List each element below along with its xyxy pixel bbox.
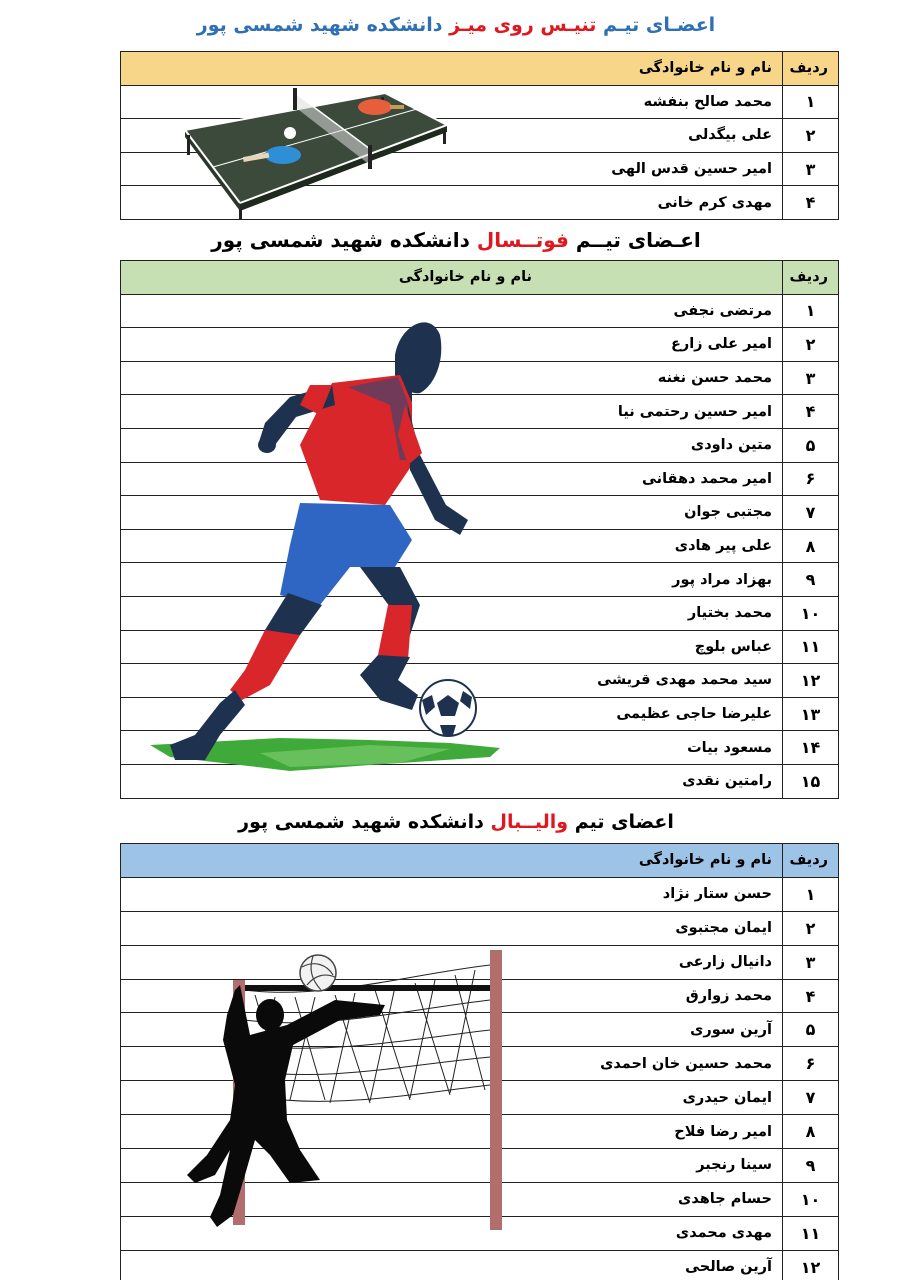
table-row bbox=[121, 186, 839, 220]
member-name: سید محمد مهدی قریشی bbox=[121, 664, 783, 698]
row-number: ۶ bbox=[783, 1047, 839, 1081]
table-row bbox=[121, 85, 839, 119]
table-row bbox=[121, 119, 839, 153]
futsal-title-suffix: دانشکده شهید شمسی پور bbox=[211, 228, 470, 252]
member-name: علی پیر هادی bbox=[121, 529, 783, 563]
member-name: محمد حسن نغنه bbox=[121, 361, 783, 395]
row-number: ۵ bbox=[783, 428, 839, 462]
header-full-name: نام و نام خانوادگی bbox=[121, 844, 783, 878]
tennis-title-sport: تنیـس روی میـز bbox=[449, 14, 597, 36]
table-row bbox=[121, 1115, 839, 1149]
futsal-title-prefix: اعـضای تیــم bbox=[575, 228, 701, 252]
volleyball-title-suffix: دانشکده شهید شمسی پور bbox=[238, 811, 484, 833]
table-row bbox=[121, 630, 839, 664]
row-number: ۱۰ bbox=[783, 596, 839, 630]
futsal-title-sport: فوتــسال bbox=[476, 228, 569, 252]
table-row bbox=[121, 596, 839, 630]
row-number: ۱ bbox=[783, 294, 839, 328]
volleyball-title bbox=[0, 811, 912, 833]
table-row bbox=[121, 764, 839, 798]
header-full-name: نام و نام خانوادگی bbox=[121, 261, 783, 295]
member-name: سینا رنجبر bbox=[121, 1149, 783, 1183]
member-name: مسعود بیات bbox=[121, 731, 783, 765]
table-row bbox=[121, 428, 839, 462]
table-row bbox=[121, 152, 839, 186]
table-header-row bbox=[121, 52, 839, 86]
member-name: عباس بلوچ bbox=[121, 630, 783, 664]
table-row bbox=[121, 361, 839, 395]
header-row-number: ردیف bbox=[783, 52, 839, 86]
row-number: ۳ bbox=[783, 945, 839, 979]
row-number: ۱۱ bbox=[783, 630, 839, 664]
member-name: علی بیگدلی bbox=[121, 119, 783, 153]
row-number: ۷ bbox=[783, 496, 839, 530]
table-row bbox=[121, 1216, 839, 1250]
table-row bbox=[121, 1081, 839, 1115]
member-name: آرین سوری bbox=[121, 1013, 783, 1047]
member-name: مهدی کرم خانی bbox=[121, 186, 783, 220]
table-row bbox=[121, 1047, 839, 1081]
table-row bbox=[121, 529, 839, 563]
header-row-number: ردیف bbox=[783, 844, 839, 878]
table-row bbox=[121, 945, 839, 979]
row-number: ۹ bbox=[783, 1149, 839, 1183]
futsal-roster-table bbox=[120, 260, 839, 799]
tennis-title-suffix: دانشکده شهید شمسی پور bbox=[196, 14, 443, 36]
member-name: امیر حسین رحتمی نیا bbox=[121, 395, 783, 429]
table-row bbox=[121, 496, 839, 530]
tennis-title-prefix: اعضـای تیـم bbox=[603, 14, 716, 36]
row-number: ۷ bbox=[783, 1081, 839, 1115]
member-name: رامتین نقدی bbox=[121, 764, 783, 798]
volleyball-title-prefix: اعضای تیم bbox=[574, 811, 674, 833]
row-number: ۱۳ bbox=[783, 697, 839, 731]
member-name: آرین صالحی bbox=[121, 1250, 783, 1280]
table-row bbox=[121, 979, 839, 1013]
row-number: ۱۲ bbox=[783, 664, 839, 698]
volleyball-title-sport: والیــبال bbox=[490, 811, 569, 833]
header-full-name: نام و نام خانوادگی bbox=[121, 52, 783, 86]
table-row bbox=[121, 563, 839, 597]
member-name: مجتبی جوان bbox=[121, 496, 783, 530]
tennis-roster-table bbox=[120, 51, 839, 220]
futsal-title bbox=[0, 228, 912, 252]
member-name: مرتضی نجفی bbox=[121, 294, 783, 328]
member-name: امیر رضا فلاح bbox=[121, 1115, 783, 1149]
member-name: مهدی محمدی bbox=[121, 1216, 783, 1250]
member-name: ایمان مجتبوی bbox=[121, 911, 783, 945]
member-name: محمد صالح بنفشه bbox=[121, 85, 783, 119]
header-row-number: ردیف bbox=[783, 261, 839, 295]
table-row bbox=[121, 731, 839, 765]
table-row bbox=[121, 877, 839, 911]
member-name: دانیال زارعی bbox=[121, 945, 783, 979]
row-number: ۲ bbox=[783, 119, 839, 153]
table-row bbox=[121, 1149, 839, 1183]
row-number: ۵ bbox=[783, 1013, 839, 1047]
row-number: ۶ bbox=[783, 462, 839, 496]
row-number: ۱ bbox=[783, 85, 839, 119]
table-row bbox=[121, 911, 839, 945]
row-number: ۱ bbox=[783, 877, 839, 911]
table-header-row bbox=[121, 261, 839, 295]
member-name: محمد حسین خان احمدی bbox=[121, 1047, 783, 1081]
row-number: ۴ bbox=[783, 979, 839, 1013]
member-name: محمد زوارق bbox=[121, 979, 783, 1013]
member-name: بهزاد مراد پور bbox=[121, 563, 783, 597]
table-row bbox=[121, 664, 839, 698]
table-row bbox=[121, 462, 839, 496]
table-header-row bbox=[121, 844, 839, 878]
member-name: امیر علی زارع bbox=[121, 328, 783, 362]
row-number: ۲ bbox=[783, 911, 839, 945]
row-number: ۳ bbox=[783, 152, 839, 186]
volleyball-roster-table bbox=[120, 843, 839, 1280]
member-name: امیر محمد دهقانی bbox=[121, 462, 783, 496]
row-number: ۸ bbox=[783, 529, 839, 563]
row-number: ۱۱ bbox=[783, 1216, 839, 1250]
member-name: محمد بختیار bbox=[121, 596, 783, 630]
member-name: متین داودی bbox=[121, 428, 783, 462]
member-name: حسن ستار نژاد bbox=[121, 877, 783, 911]
table-row bbox=[121, 1013, 839, 1047]
row-number: ۱۵ bbox=[783, 764, 839, 798]
row-number: ۳ bbox=[783, 361, 839, 395]
tennis-title bbox=[0, 14, 912, 36]
table-row bbox=[121, 294, 839, 328]
row-number: ۱۴ bbox=[783, 731, 839, 765]
row-number: ۹ bbox=[783, 563, 839, 597]
member-name: ایمان حیدری bbox=[121, 1081, 783, 1115]
table-row bbox=[121, 328, 839, 362]
member-name: علیرضا حاجی عظیمی bbox=[121, 697, 783, 731]
table-row bbox=[121, 697, 839, 731]
row-number: ۸ bbox=[783, 1115, 839, 1149]
member-name: امیر حسین قدس الهی bbox=[121, 152, 783, 186]
row-number: ۲ bbox=[783, 328, 839, 362]
table-row bbox=[121, 1250, 839, 1280]
row-number: ۱۰ bbox=[783, 1182, 839, 1216]
table-row bbox=[121, 395, 839, 429]
row-number: ۴ bbox=[783, 395, 839, 429]
member-name: حسام جاهدی bbox=[121, 1182, 783, 1216]
row-number: ۱۲ bbox=[783, 1250, 839, 1280]
row-number: ۴ bbox=[783, 186, 839, 220]
table-row bbox=[121, 1182, 839, 1216]
